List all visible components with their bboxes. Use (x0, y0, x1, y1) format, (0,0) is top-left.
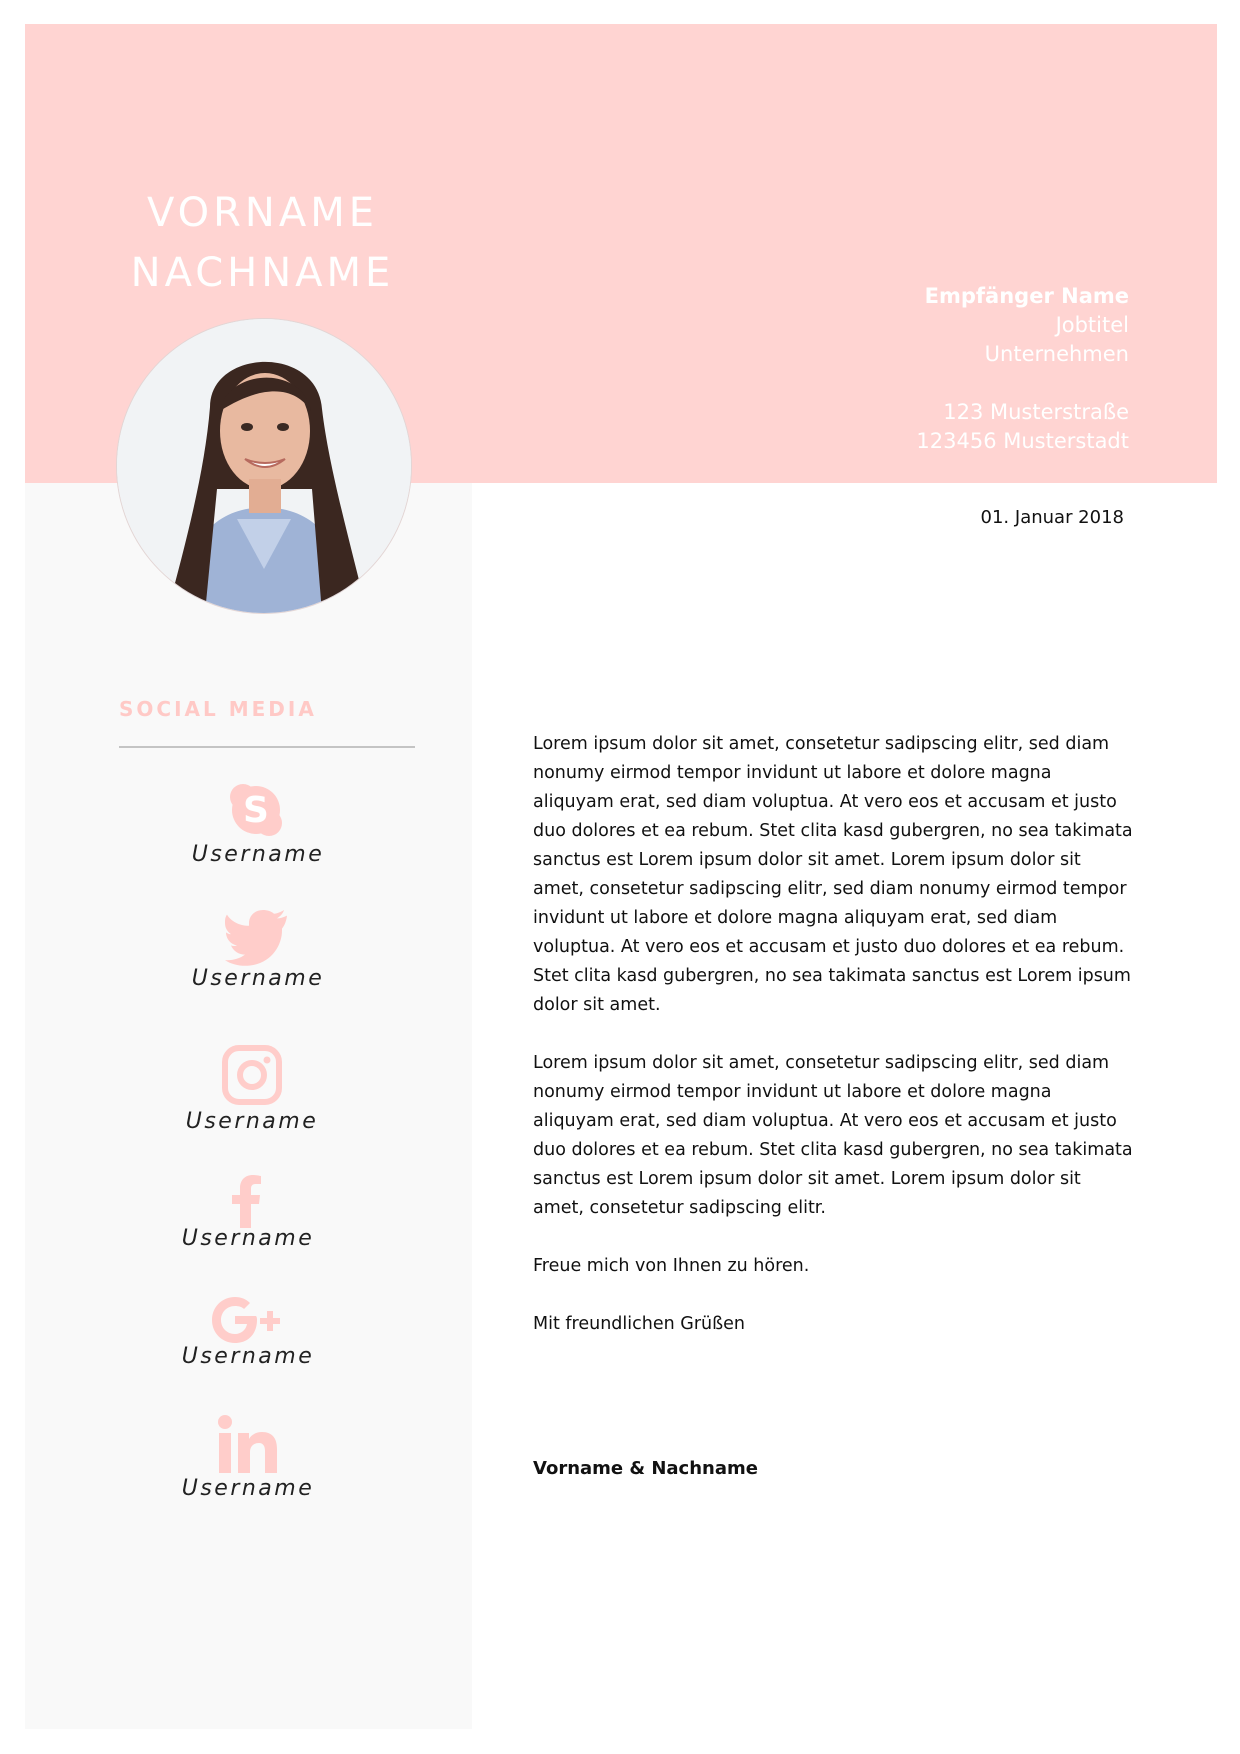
profile-photo (117, 319, 411, 613)
last-name: NACHNAME (130, 250, 395, 296)
instagram-username[interactable]: Username (185, 1109, 319, 1134)
closing-line: Freue mich von Ihnen zu hören. (533, 1256, 810, 1276)
linkedin-username[interactable]: Username (181, 1476, 315, 1501)
recipient-city: 123456 Musterstadt (916, 429, 1129, 453)
recipient-job-title: Jobtitel (1055, 313, 1129, 337)
salutation: Mit freundlichen Grüßen (533, 1314, 745, 1334)
letter-paragraph: Lorem ipsum dolor sit amet, consetetur sadipscing elitr, sed diam nonumy eirmod tempor invidunt ut labore et dolore magna aliquyam erat, sed diam voluptua. At vero eos et accusam et justo duo dolores et ea rebum. Stet clita kasd gubergren, no sea takimata sanctus est Lorem ipsum dolor sit amet. Lorem ipsum dolor sit amet, consetetur sadipscing elitr. (533, 1053, 1133, 1218)
recipient-name: Empfänger Name (924, 284, 1129, 308)
letter-body (533, 730, 1133, 1368)
social-media-heading: SOCIAL MEDIA (119, 697, 317, 721)
twitter-username[interactable]: Username (191, 966, 325, 991)
recipient-company: Unternehmen (984, 342, 1129, 366)
recipient-street: 123 Musterstraße (943, 400, 1129, 424)
skype-username[interactable]: Username (191, 842, 325, 867)
facebook-username[interactable]: Username (181, 1226, 315, 1251)
google-plus-username[interactable]: Username (181, 1344, 315, 1369)
letter-paragraph: Lorem ipsum dolor sit amet, consetetur sadipscing elitr, sed diam nonumy eirmod tempor invidunt ut labore et dolore magna aliquyam erat, sed diam voluptua. At vero eos et accusam et justo duo dolores et ea rebum. Stet clita kasd gubergren, no sea takimata sanctus est Lorem ipsum dolor sit amet. Lorem ipsum dolor sit amet, consetetur sadipscing elitr, sed diam nonumy eirmod tempor invidunt ut labore et dolore magna aliquyam erat, sed diam voluptua. At vero eos et accusam et justo duo dolores et ea rebum. Stet clita kasd gubergren, no sea takimata sanctus est Lorem ipsum dolor sit amet. (533, 734, 1133, 1015)
google-plus-icon[interactable] (212, 1297, 286, 1347)
first-name: VORNAME (146, 190, 378, 236)
instagram-icon[interactable] (222, 1045, 282, 1109)
recipient-block (916, 282, 1129, 456)
divider (119, 746, 415, 748)
svg-text:S: S (243, 790, 269, 831)
facebook-icon[interactable] (232, 1174, 262, 1232)
linkedin-icon[interactable] (218, 1415, 278, 1477)
letter-date: 01. Januar 2018 (980, 507, 1124, 528)
twitter-icon[interactable] (225, 910, 289, 970)
signature-name: Vorname & Nachname (533, 1458, 758, 1479)
skype-icon[interactable] (228, 782, 284, 842)
